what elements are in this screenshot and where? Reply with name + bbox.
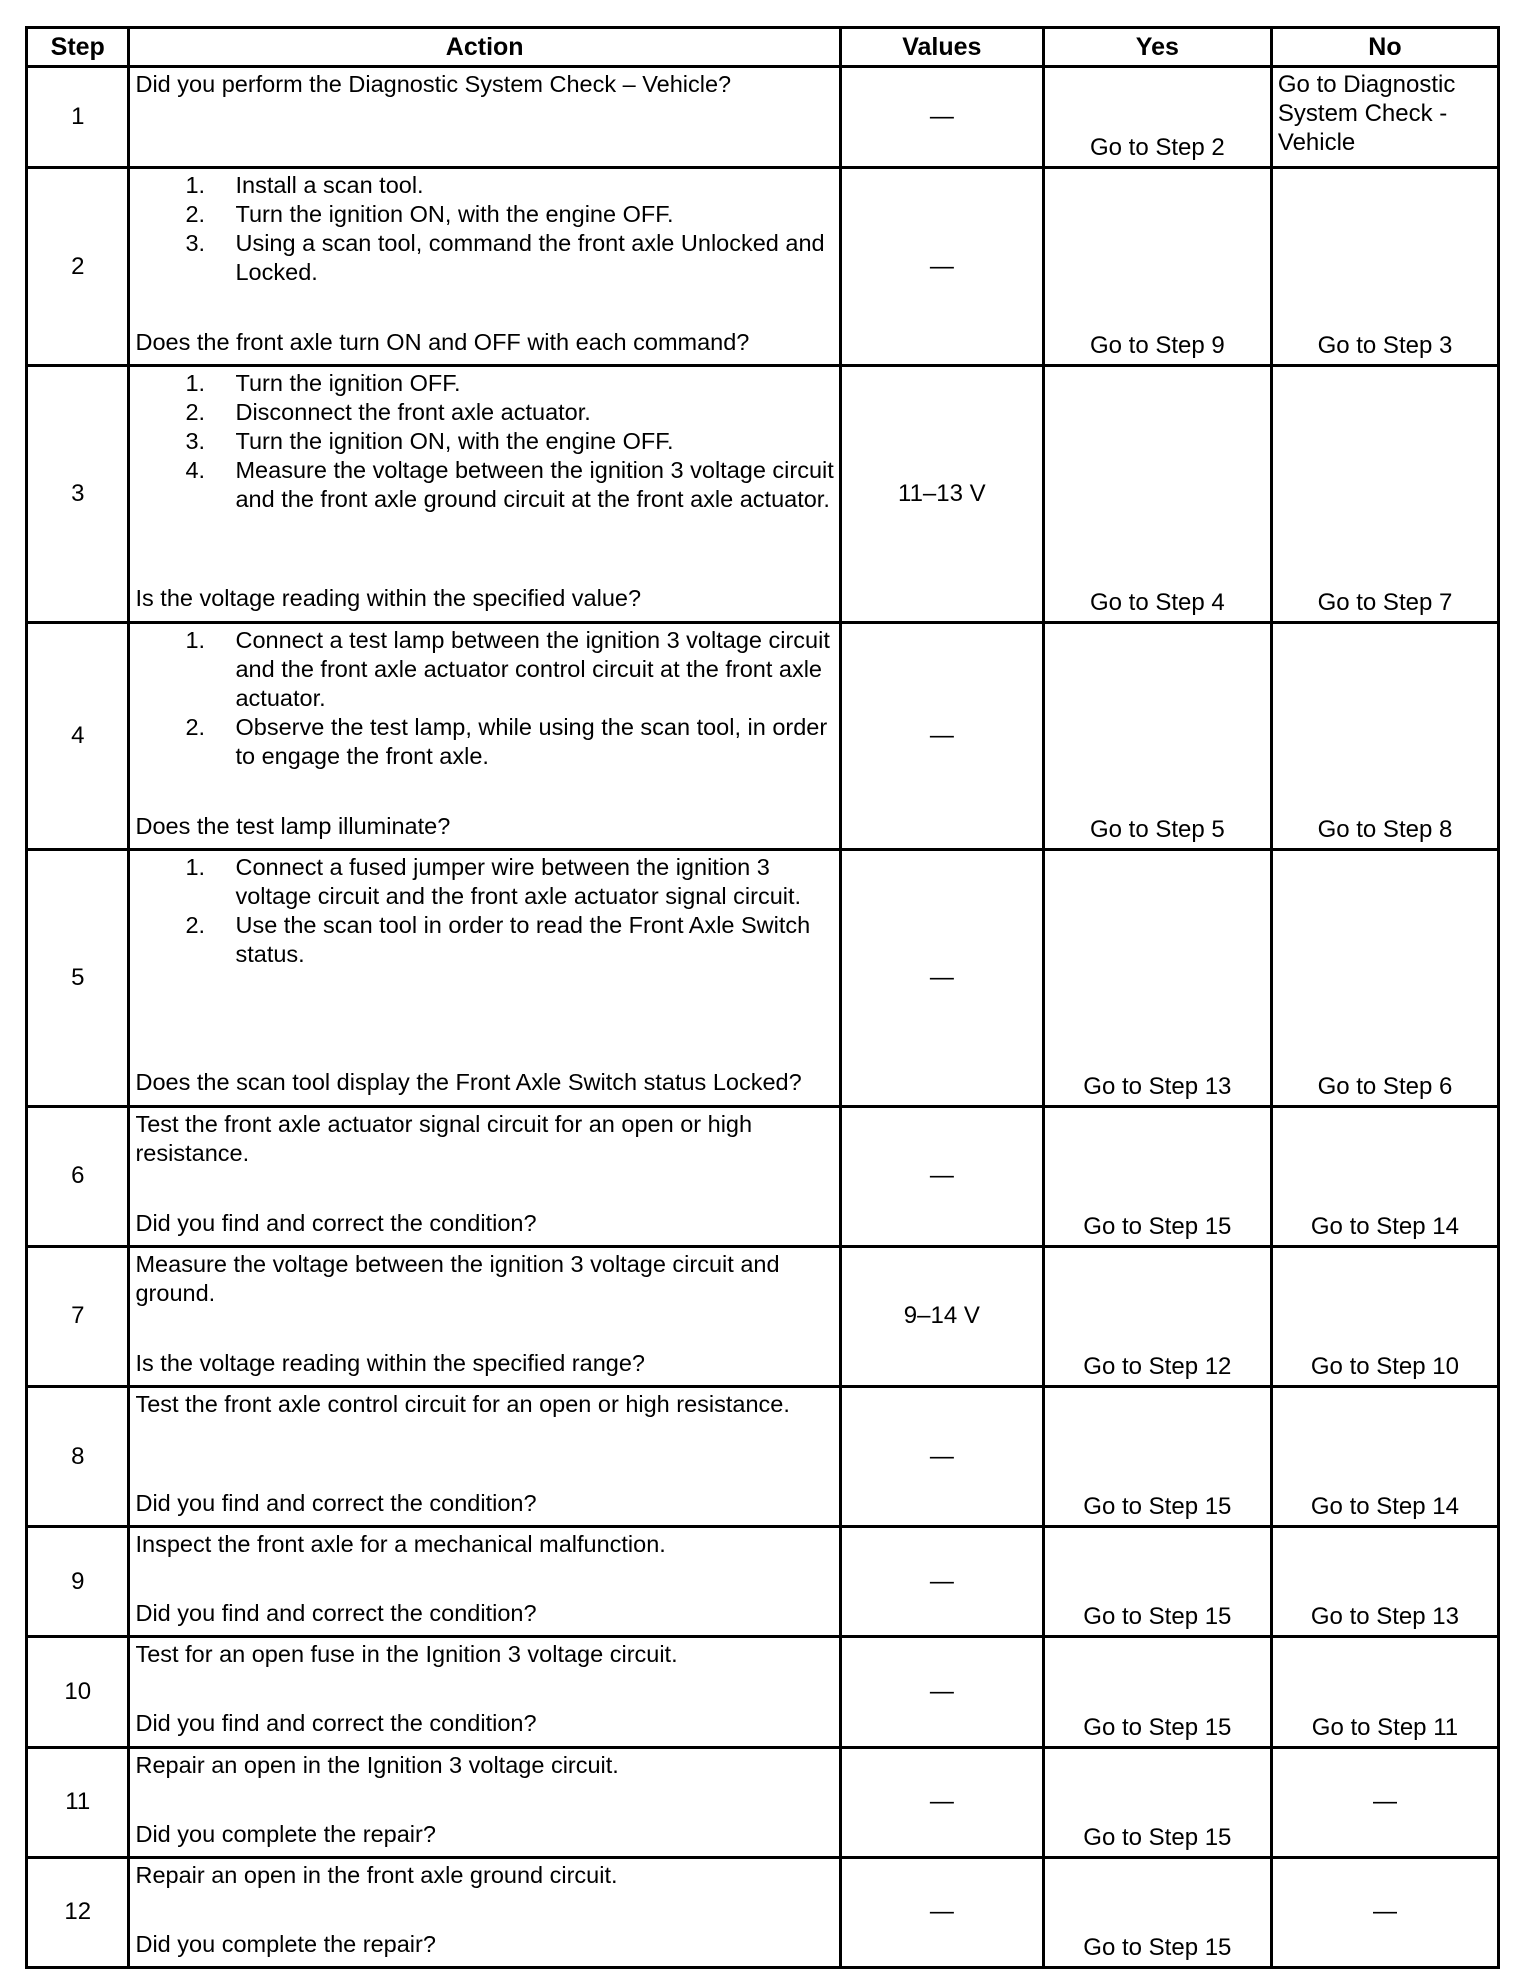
action-cell bbox=[129, 67, 840, 168]
list-item-number: 1. bbox=[185, 854, 206, 881]
table-row bbox=[27, 1747, 1499, 1857]
list-item-number: 1. bbox=[185, 172, 206, 199]
action-intro: Test the front axle control circuit for an open or high resistance. bbox=[135, 1391, 790, 1418]
action-question: Did you find and correct the condition? bbox=[135, 1710, 537, 1737]
yes-cell: Go to Step 5 bbox=[1043, 622, 1271, 849]
list-item-text: Use the scan tool in order to read the Front Axle Switch status. bbox=[235, 912, 811, 968]
no-cell: — bbox=[1271, 1857, 1498, 1967]
step-number: 2 bbox=[27, 168, 129, 366]
action-steps-list bbox=[135, 853, 833, 969]
header-step: Step bbox=[27, 28, 129, 67]
action-question: Does the scan tool display the Front Axle Switch status Locked? bbox=[135, 1069, 802, 1096]
list-item-text: Observe the test lamp, while using the scan tool, in order to engage the front axle. bbox=[235, 713, 828, 769]
action-question: Is the voltage reading within the specified range? bbox=[135, 1349, 645, 1376]
yes-cell: Go to Step 4 bbox=[1043, 366, 1271, 622]
list-item bbox=[135, 229, 833, 287]
action-cell bbox=[129, 850, 840, 1106]
list-item-text: Install a scan tool. bbox=[235, 172, 424, 199]
value-cell: — bbox=[840, 168, 1043, 366]
no-cell: Go to Step 14 bbox=[1271, 1106, 1498, 1246]
no-cell: Go to Step 14 bbox=[1271, 1387, 1498, 1527]
step-number: 11 bbox=[27, 1747, 129, 1857]
list-item bbox=[135, 398, 833, 427]
table-row bbox=[27, 67, 1499, 168]
action-cell bbox=[129, 1387, 840, 1527]
header-action: Action bbox=[129, 28, 840, 67]
action-cell bbox=[129, 366, 840, 622]
action-steps-list bbox=[135, 369, 833, 514]
table-row bbox=[27, 622, 1499, 849]
action-cell bbox=[129, 1857, 840, 1967]
no-cell: Go to Step 8 bbox=[1271, 622, 1498, 849]
action-question: Did you complete the repair? bbox=[135, 1930, 436, 1957]
action-question: Did you find and correct the condition? bbox=[135, 1600, 537, 1627]
list-item-text: Turn the ignition ON, with the engine OFF. bbox=[235, 201, 674, 228]
list-item-text: Turn the ignition ON, with the engine OFF. bbox=[235, 428, 674, 455]
header-values: Values bbox=[840, 28, 1043, 67]
list-item bbox=[135, 369, 833, 398]
action-question: Did you find and correct the condition? bbox=[135, 1490, 537, 1517]
list-item-number: 2. bbox=[185, 201, 206, 228]
list-item-number: 2. bbox=[185, 399, 206, 426]
list-item bbox=[135, 626, 833, 713]
table-row bbox=[27, 1637, 1499, 1747]
action-steps-list bbox=[135, 626, 833, 771]
action-question: Does the front axle turn ON and OFF with each command? bbox=[135, 329, 750, 356]
step-number: 8 bbox=[27, 1387, 129, 1527]
list-item-text: Connect a test lamp between the ignition 3 voltage circuit and the front axle actuator control circuit at the front axle actuator. bbox=[235, 626, 830, 711]
action-question: Is the voltage reading within the specified value? bbox=[135, 585, 642, 612]
diagnostic-table bbox=[25, 26, 1500, 1969]
action-question: Does the test lamp illuminate? bbox=[135, 812, 451, 839]
header-yes: Yes bbox=[1043, 28, 1271, 67]
table-row bbox=[27, 168, 1499, 366]
action-cell bbox=[129, 622, 840, 849]
yes-cell: Go to Step 15 bbox=[1043, 1747, 1271, 1857]
table-row bbox=[27, 1527, 1499, 1637]
table-row bbox=[27, 1246, 1499, 1386]
table-row bbox=[27, 850, 1499, 1106]
action-cell bbox=[129, 1106, 840, 1246]
step-number: 12 bbox=[27, 1857, 129, 1967]
no-cell: Go to Step 7 bbox=[1271, 366, 1498, 622]
list-item-number: 1. bbox=[185, 370, 206, 397]
action-cell bbox=[129, 1637, 840, 1747]
value-cell: — bbox=[840, 850, 1043, 1106]
yes-cell: Go to Step 9 bbox=[1043, 168, 1271, 366]
yes-cell: Go to Step 13 bbox=[1043, 850, 1271, 1106]
value-cell: 9–14 V bbox=[840, 1246, 1043, 1386]
step-number: 7 bbox=[27, 1246, 129, 1386]
list-item-number: 4. bbox=[185, 457, 206, 484]
action-intro: Measure the voltage between the ignition 3 voltage circuit and ground. bbox=[135, 1250, 780, 1306]
list-item-text: Turn the ignition OFF. bbox=[235, 370, 461, 397]
no-cell: Go to Step 13 bbox=[1271, 1527, 1498, 1637]
action-question: Did you complete the repair? bbox=[135, 1820, 436, 1847]
table-row bbox=[27, 366, 1499, 622]
yes-cell: Go to Step 15 bbox=[1043, 1857, 1271, 1967]
list-item bbox=[135, 427, 833, 456]
table-row bbox=[27, 1106, 1499, 1246]
action-intro: Repair an open in the Ignition 3 voltage circuit. bbox=[135, 1751, 619, 1778]
yes-cell: Go to Step 15 bbox=[1043, 1387, 1271, 1527]
table-row bbox=[27, 1857, 1499, 1967]
value-cell: — bbox=[840, 1637, 1043, 1747]
action-steps-list bbox=[135, 171, 833, 287]
value-cell: — bbox=[840, 1527, 1043, 1637]
value-cell: — bbox=[840, 67, 1043, 168]
no-cell: Go to Diagnostic System Check - Vehicle bbox=[1271, 67, 1498, 168]
list-item-number: 2. bbox=[185, 713, 206, 740]
action-intro: Repair an open in the front axle ground circuit. bbox=[135, 1861, 618, 1888]
action-cell bbox=[129, 1527, 840, 1637]
action-intro: Test for an open fuse in the Ignition 3 voltage circuit. bbox=[135, 1641, 678, 1668]
step-number: 10 bbox=[27, 1637, 129, 1747]
no-cell: Go to Step 6 bbox=[1271, 850, 1498, 1106]
value-cell: — bbox=[840, 1387, 1043, 1527]
action-intro: Did you perform the Diagnostic System Check – Vehicle? bbox=[135, 71, 732, 97]
list-item bbox=[135, 713, 833, 771]
action-cell bbox=[129, 1246, 840, 1386]
value-cell: 11–13 V bbox=[840, 366, 1043, 622]
list-item-text: Disconnect the front axle actuator. bbox=[235, 399, 591, 426]
value-cell: — bbox=[840, 1106, 1043, 1246]
yes-cell: Go to Step 2 bbox=[1043, 67, 1271, 168]
value-cell: — bbox=[840, 1747, 1043, 1857]
step-number: 5 bbox=[27, 850, 129, 1106]
value-cell: — bbox=[840, 1857, 1043, 1967]
action-intro: Inspect the front axle for a mechanical malfunction. bbox=[135, 1531, 666, 1558]
list-item-number: 3. bbox=[185, 230, 206, 257]
step-number: 3 bbox=[27, 366, 129, 622]
step-number: 9 bbox=[27, 1527, 129, 1637]
list-item bbox=[135, 853, 833, 911]
step-number: 1 bbox=[27, 67, 129, 168]
no-cell: — bbox=[1271, 1747, 1498, 1857]
list-item bbox=[135, 456, 833, 514]
list-item-text: Using a scan tool, command the front axle Unlocked and Locked. bbox=[235, 230, 825, 286]
action-cell bbox=[129, 1747, 840, 1857]
no-cell: Go to Step 3 bbox=[1271, 168, 1498, 366]
list-item bbox=[135, 171, 833, 200]
yes-cell: Go to Step 12 bbox=[1043, 1246, 1271, 1386]
no-cell: Go to Step 11 bbox=[1271, 1637, 1498, 1747]
step-number: 6 bbox=[27, 1106, 129, 1246]
list-item-text: Measure the voltage between the ignition 3 voltage circuit and the front axle ground circuit at the front axle actuator. bbox=[235, 457, 834, 513]
list-item-number: 3. bbox=[185, 428, 206, 455]
header-row bbox=[27, 28, 1499, 67]
no-cell: Go to Step 10 bbox=[1271, 1246, 1498, 1386]
table-row bbox=[27, 1387, 1499, 1527]
value-cell: — bbox=[840, 622, 1043, 849]
action-intro: Test the front axle actuator signal circuit for an open or high resistance. bbox=[135, 1110, 753, 1166]
list-item-number: 1. bbox=[185, 626, 206, 653]
step-number: 4 bbox=[27, 622, 129, 849]
yes-cell: Go to Step 15 bbox=[1043, 1106, 1271, 1246]
yes-cell: Go to Step 15 bbox=[1043, 1637, 1271, 1747]
action-question: Did you find and correct the condition? bbox=[135, 1209, 537, 1236]
list-item-text: Connect a fused jumper wire between the ignition 3 voltage circuit and the front axle actuator signal circuit. bbox=[235, 854, 802, 910]
yes-cell: Go to Step 15 bbox=[1043, 1527, 1271, 1637]
list-item-number: 2. bbox=[185, 912, 206, 939]
action-cell bbox=[129, 168, 840, 366]
list-item bbox=[135, 911, 833, 969]
list-item bbox=[135, 200, 833, 229]
header-no: No bbox=[1271, 28, 1498, 67]
